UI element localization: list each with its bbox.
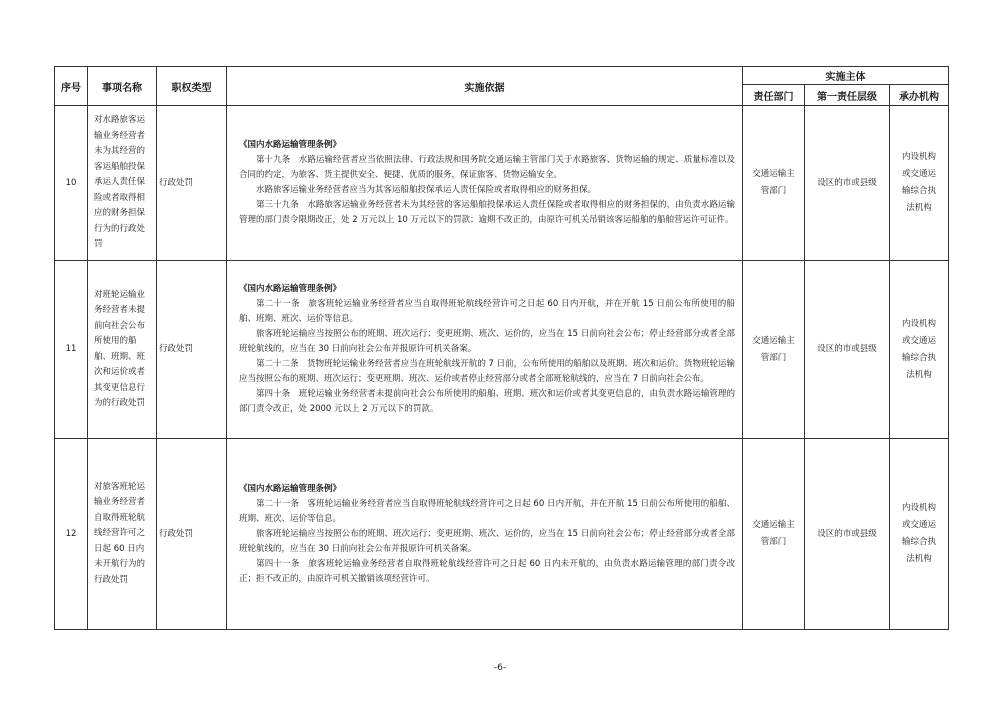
basis-paragraph: 第十九条 水路运输经营者应当依照法律、行政法规和国务院交通运输主管部门关于水路旅客、货物运输的规定、质量标准以及合同的约定，为旅客、货主提供安全、便捷、优质的服务，保证旅客、货物运输安全。 — [239, 155, 735, 180]
basis-paragraph: 旅客班轮运输应当按照公布的班期、班次运行；变更班期、班次、运价的，应当在 15 日前向社会公布；停止经营部分或者全部班轮航线的，应当在 30 日前向社会公布并报原许可机关备案。 — [239, 528, 735, 554]
row-basis — [227, 106, 743, 261]
row-level: 设区的市或县级 — [805, 106, 890, 261]
header-agency: 承办机构 — [890, 85, 949, 106]
basis-paragraph: 第二十一条 客班轮运输业务经营者应当自取得班轮航线经营许可之日起 60 日内开航，并在开航 15 日前公布所使用的船舶、班期、班次、运价等信息。 — [239, 498, 735, 524]
enforcement-table — [54, 66, 949, 630]
row-dept: 交通运输主管部门 — [743, 261, 805, 439]
row-kind: 行政处罚 — [157, 261, 227, 439]
basis-paragraph: 水路旅客运输业务经营者应当为其客运船舶投保承运人责任保险或者取得相应的财务担保。 — [256, 185, 597, 195]
row-name: 对旅客班轮运输业务经营者自取得班轮航线经营许可之日起 60 日内未开航行为的行政处罚 — [88, 439, 157, 630]
row-agency: 内设机构或交通运输综合执法机构 — [890, 439, 949, 630]
row-seq: 10 — [55, 106, 88, 261]
row-level: 设区的市或县级 — [805, 439, 890, 630]
header-kind: 职权类型 — [157, 67, 227, 106]
row-name: 对水路旅客运输业务经营者未为其经营的客运船舶投保承运人责任保险或者取得相应的财务担保行为的行政处罚 — [88, 106, 157, 261]
basis-paragraph: 第三十九条 水路旅客运输业务经营者未为其经营的客运船舶投保承运人责任保险或者取得相应的财务担保的，由负责水路运输管理的部门责令限期改正，处 2 万元以上 10 万元以下的罚款；逾期不改正的，由原许可机关吊销该客运船舶的船舶营运许可证件。 — [239, 200, 735, 225]
row-name: 对班轮运输业务经营者未提前向社会公布所使用的船舶、班期、班次和运价或者其变更信息行为的行政处罚 — [88, 261, 157, 439]
row-seq: 11 — [55, 261, 88, 439]
row-level: 设区的市或县级 — [805, 261, 890, 439]
header-seq: 序号 — [55, 67, 88, 106]
header-dept: 责任部门 — [743, 85, 805, 106]
row-agency: 内设机构或交通运输综合执法机构 — [890, 106, 949, 261]
basis-paragraph: 旅客班轮运输应当按照公布的班期、班次运行；变更班期、班次、运价的，应当在 15 日前向社会公布；停止经营部分或者全部班轮航线的，应当在 30 日前向社会公布并报原许可机关备案。 — [239, 329, 735, 354]
basis-paragraph: 第二十二条 货物班轮运输业务经营者应当在班轮航线开航的 7 日前，公布所使用的船舶以及班期、班次和运价。货物班轮运输应当按照公布的班期、班次运行；变更班期、班次、运价或者停止经营部分或者全部班轮航线的，应当在 7 日前向社会公布。 — [239, 359, 735, 384]
table-row — [55, 439, 949, 630]
row-kind: 行政处罚 — [157, 439, 227, 630]
header-level: 第一责任层级 — [805, 85, 890, 106]
header-basis: 实施依据 — [227, 67, 743, 106]
table-row — [55, 106, 949, 261]
page-number: -6- — [493, 663, 507, 673]
row-seq: 12 — [55, 439, 88, 630]
basis-paragraph: 第四十一条 旅客班轮运输业务经营者自取得班轮航线经营许可之日起 60 日内未开航的，由负责水路运输管理的部门责令改正；拒不改正的，由原许可机关撤销该项经营许可。 — [239, 558, 735, 584]
basis-title: 《国内水路运输管理条例》 — [239, 284, 342, 294]
basis-paragraph: 第四十条 班轮运输业务经营者未提前向社会公布所使用的船舶、班期、班次和运价或者其变更信息的，由负责水路运输管理的部门责令改正，处 2000 元以上 2 万元以下的罚款。 — [239, 389, 735, 414]
header-subject: 实施主体 — [743, 67, 949, 85]
basis-title: 《国内水路运输管理条例》 — [239, 140, 342, 150]
row-dept: 交通运输主管部门 — [743, 106, 805, 261]
row-agency: 内设机构或交通运输综合执法机构 — [890, 261, 949, 439]
header-name: 事项名称 — [88, 67, 157, 106]
row-dept: 交通运输主管部门 — [743, 439, 805, 630]
basis-title: 《国内水路运输管理条例》 — [239, 483, 342, 494]
basis-paragraph: 第二十一条 旅客班轮运输业务经营者应当自取得班轮航线经营许可之日起 60 日内开航，并在开航 15 日前公布所使用的船舶、班期、班次、运价等信息。 — [239, 299, 735, 324]
row-kind: 行政处罚 — [157, 106, 227, 261]
table-row — [55, 261, 949, 439]
row-basis — [227, 439, 743, 630]
row-basis — [227, 261, 743, 439]
